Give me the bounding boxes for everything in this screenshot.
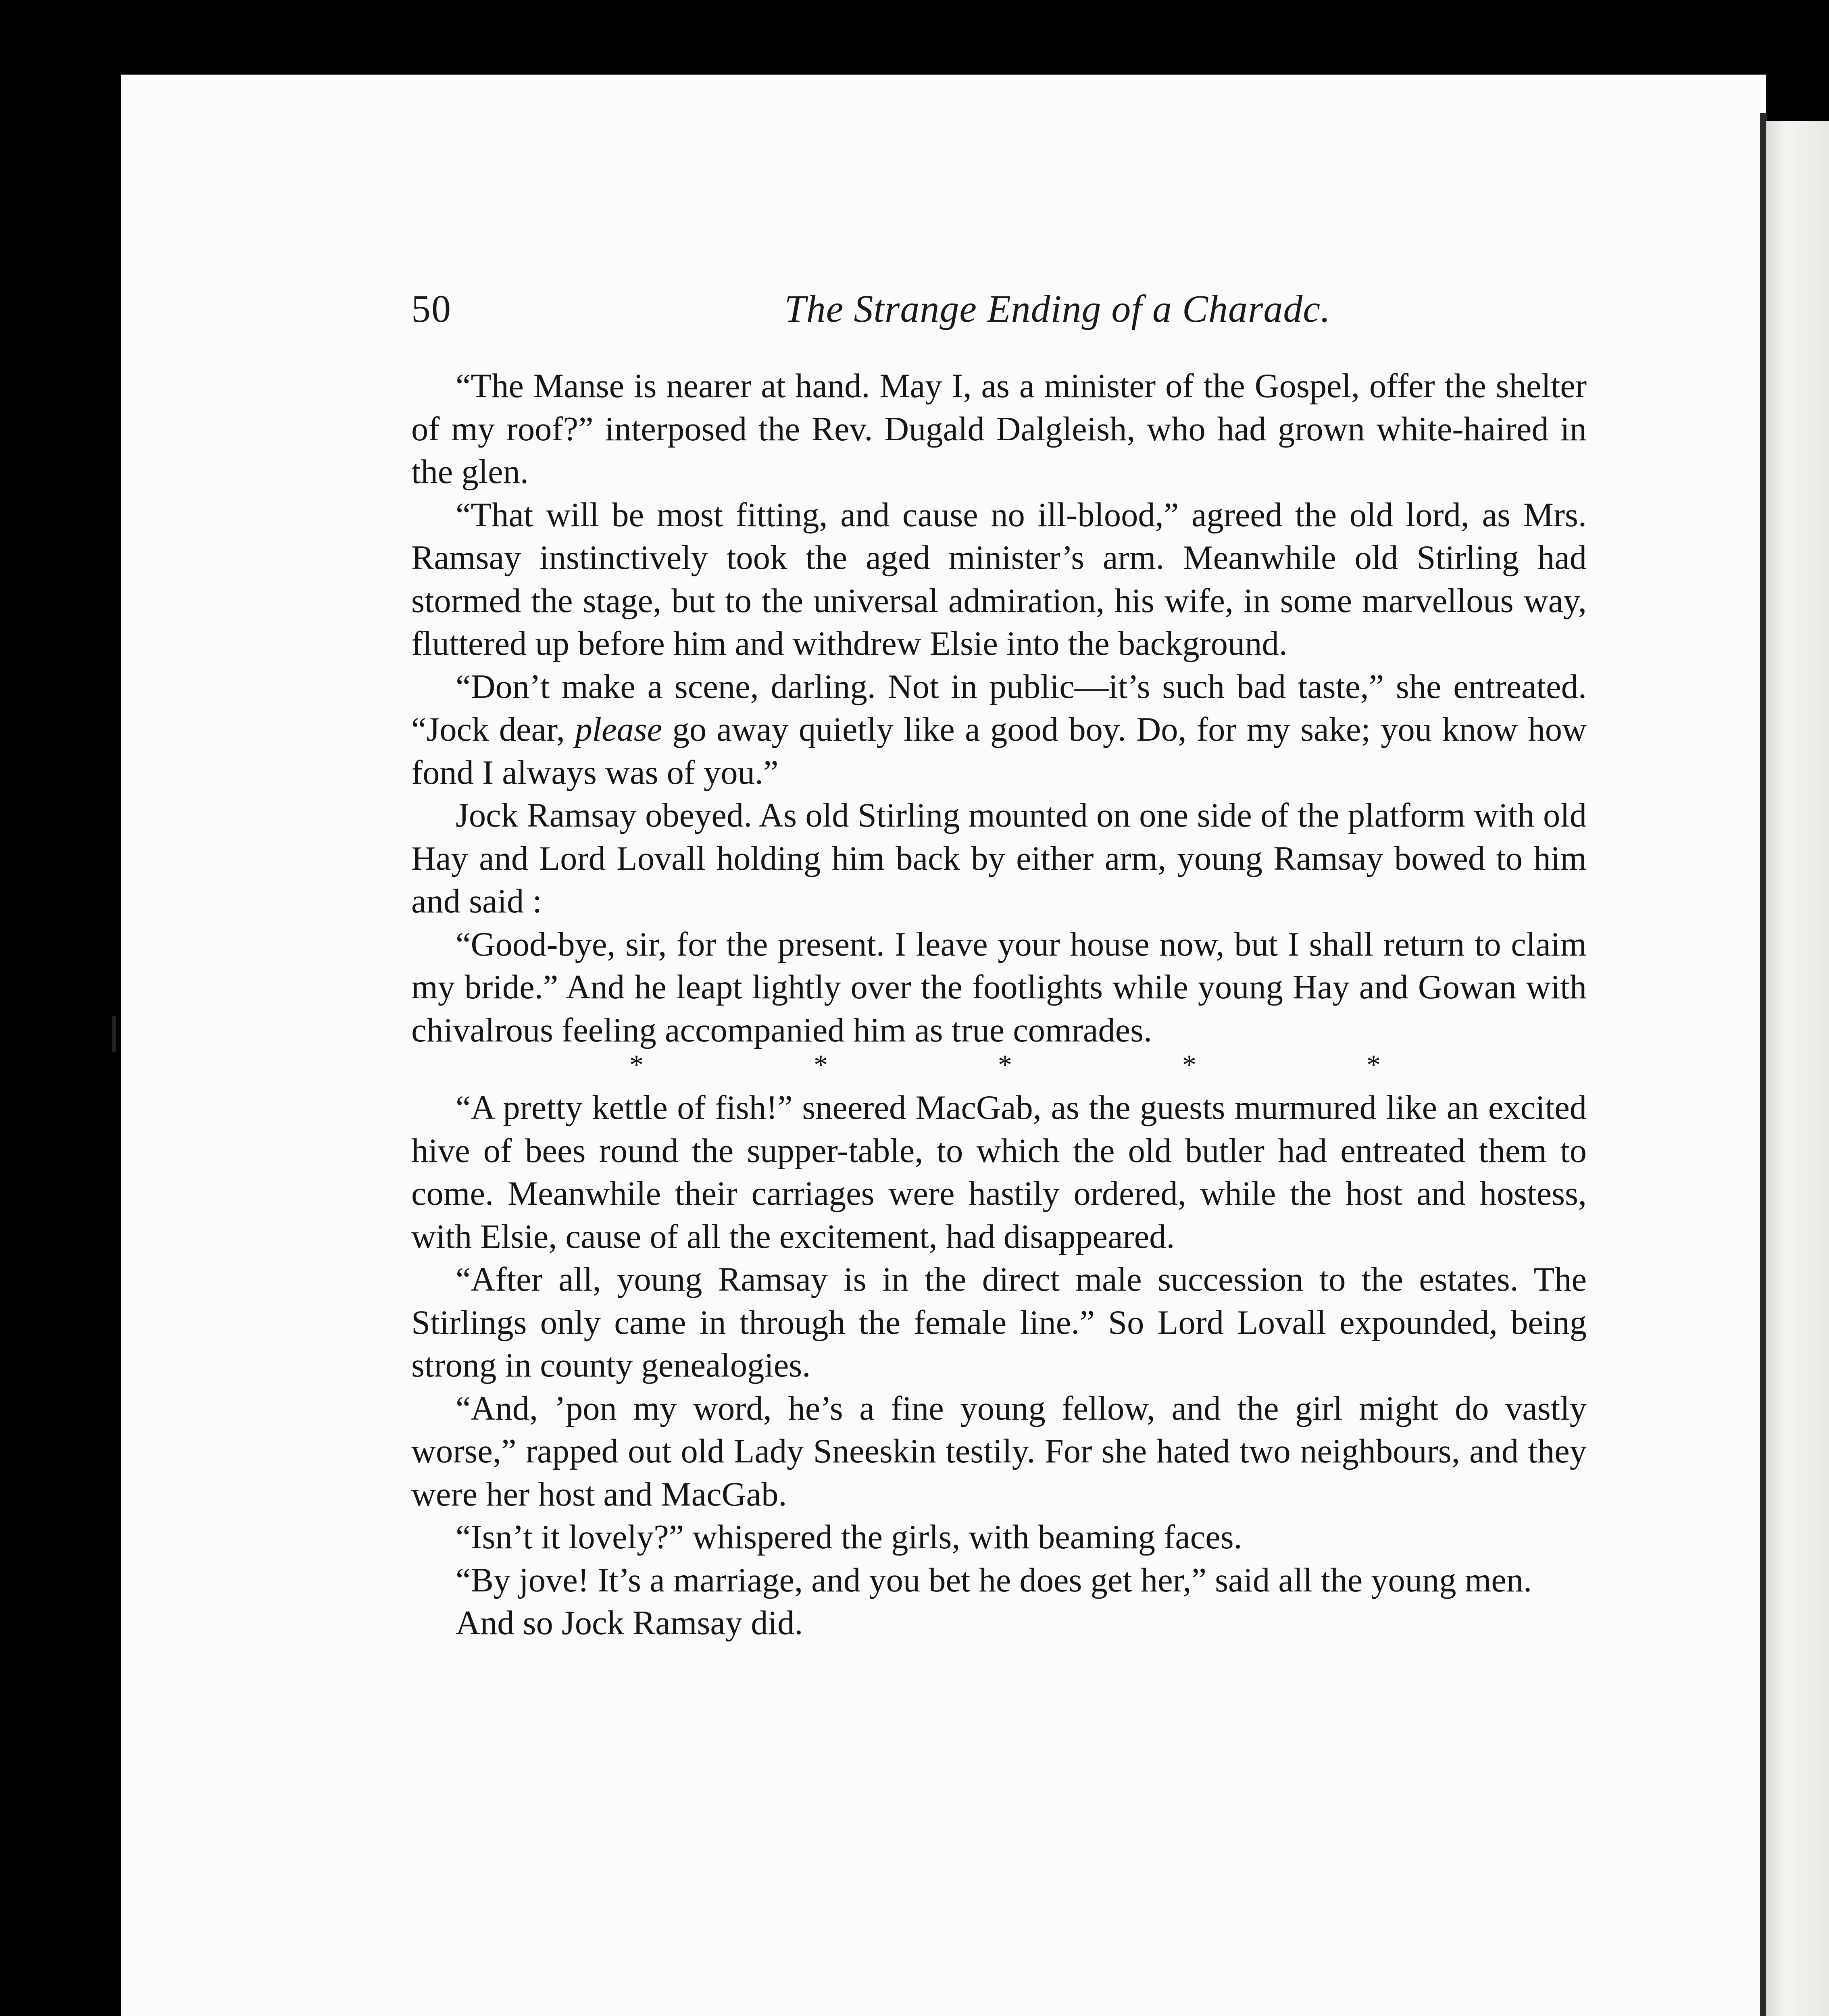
paragraph: “Don’t make a scene, darling. Not in public—it’s such bad taste,” she entreated. “Jock dear, please go away quietly like a good boy. Do, for my sake; you know how fond I always was of you.” — [411, 668, 1587, 791]
paragraph: “And, ’pon my word, he’s a fine young fellow, and the girl might do vastly worse,” rapped out old Lady Sneeskin testily. For she hated two neighbours, and they were her host and MacGab. — [411, 1389, 1587, 1513]
paragraph: “The Manse is nearer at hand. May I, as a minister of the Gospel, offer the shelter of my roof?” interposed the Rev. Dugald Dalgleish, who had grown white-haired in the glen. — [411, 367, 1587, 491]
page-number: 50 — [411, 287, 452, 330]
separator-star: * — [1367, 1050, 1381, 1081]
separator-star: * — [1182, 1050, 1196, 1081]
separator-star: * — [629, 1050, 644, 1081]
paragraph: “After all, young Ramsay is in the direct male succession to the estates. The Stirlings only came in through the female line.” So Lord Lovall expounded, being strong in county genealogies. — [411, 1261, 1587, 1384]
separator-star: * — [998, 1050, 1012, 1081]
running-title: The Strange Ending of a Charadc. — [784, 287, 1331, 330]
next-page-edge — [1766, 121, 1829, 2016]
paragraph: “A pretty kettle of fish!” sneered MacGab, as the guests murmured like an excited hive of bees round the supper-table, to which the old butler had entreated them to come. Meanwhile their carriages were hastily ordered, while the host and hostess, with Elsie, cause of all the excitement, had disappeared. — [411, 1089, 1587, 1256]
paragraph: And so Jock Ramsay did. — [456, 1604, 803, 1642]
separator-star: * — [814, 1050, 828, 1081]
paragraph: “Good-bye, sir, for the present. I leave your house now, but I shall return to claim my bride.” And he leapt lightly over the footlights while young Hay and Gowan with chivalrous feeling accompanied him as true comrades. — [411, 925, 1587, 1049]
paragraph: “That will be most fitting, and cause no ill-blood,” agreed the old lord, as Mrs. Ramsay instinctively took the aged minister’s arm. Meanwhile old Stirling had stormed the stage, but to the universal admiration, his wife, in some marvellous way, fluttered up before him and withdrew Elsie into the background. — [411, 496, 1587, 662]
paragraph: Jock Ramsay obeyed. As old Stirling mounted on one side of the platform with old Hay and Lord Lovall holding him back by either arm, young Ramsay bowed to him and said : — [411, 797, 1587, 920]
paragraph: “Isn’t it lovely?” whispered the girls, with beaming faces. — [456, 1518, 1242, 1556]
running-head — [411, 286, 1581, 339]
paragraph: “By jove! It’s a marriage, and you bet he does get her,” said all the young men. — [456, 1561, 1532, 1599]
scan-mark — [112, 1016, 116, 1052]
emphasis: please — [575, 711, 662, 748]
body-text — [411, 365, 1587, 1645]
